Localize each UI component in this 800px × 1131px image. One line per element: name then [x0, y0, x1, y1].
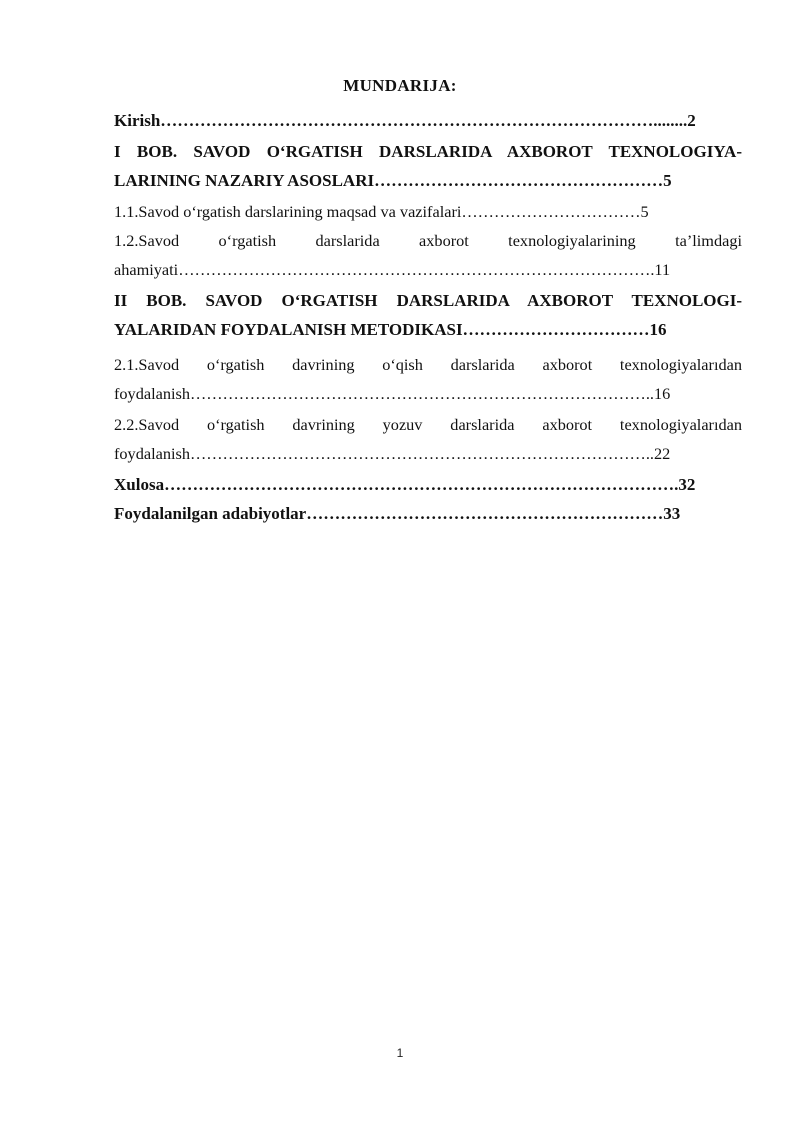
table-of-contents: [114, 106, 742, 528]
toc-entry-bob2-line1: II BOB. SAVOD O‘RGATISH DARSLARIDA AXBOROT TEXNOLOGI-: [114, 291, 742, 310]
toc-entry-bob2-line2: YALARIDAN FOYDALANISH METODIKASI……………………………16: [114, 320, 667, 339]
toc-entry-bob1-line2: LARINING NAZARIY ASOSLARI……………………………………………5: [114, 171, 672, 190]
toc-entry-2-2-line1: 2.2.Savod o‘rgatish davrining yozuv darslarida axborot texnologiyalarıdan: [114, 415, 742, 434]
toc-entry-1-2-line2: ahamiyati…………………………………………………………………………….11: [114, 260, 671, 279]
toc-entry-1-2-line1: 1.2.Savod o‘rgatish darslarida axborot texnologiyalarining ta’limdagi: [114, 231, 742, 250]
page-title: MUNDARIJA:: [343, 76, 457, 95]
toc-entry-2-2-line2: foydalanish…………………………………………………………………………..22: [114, 444, 671, 463]
toc-entry-1-1: 1.1.Savod o‘rgatish darslarining maqsad va vazifalari……………………………5: [114, 202, 649, 221]
toc-entry-adabiyotlar: Foydalanilgan adabiyotlar………………………………………………………33: [114, 504, 681, 523]
toc-entry-xulosa: Xulosa……………………………………………………………………………….32: [114, 475, 696, 494]
page-number: 1: [396, 1046, 404, 1060]
toc-entry-kirish: Kirish……………………………………………………………………………........2: [114, 111, 696, 130]
toc-entry-2-1-line2: foydalanish…………………………………………………………………………..16: [114, 384, 671, 403]
toc-entry-bob1-line1: I BOB. SAVOD O‘RGATISH DARSLARIDA AXBOROT TEXNOLOGIYA-: [114, 142, 742, 161]
toc-entry-2-1-line1: 2.1.Savod o‘rgatish davrining o‘qish darslarida axborot texnologiyalarıdan: [114, 355, 742, 374]
